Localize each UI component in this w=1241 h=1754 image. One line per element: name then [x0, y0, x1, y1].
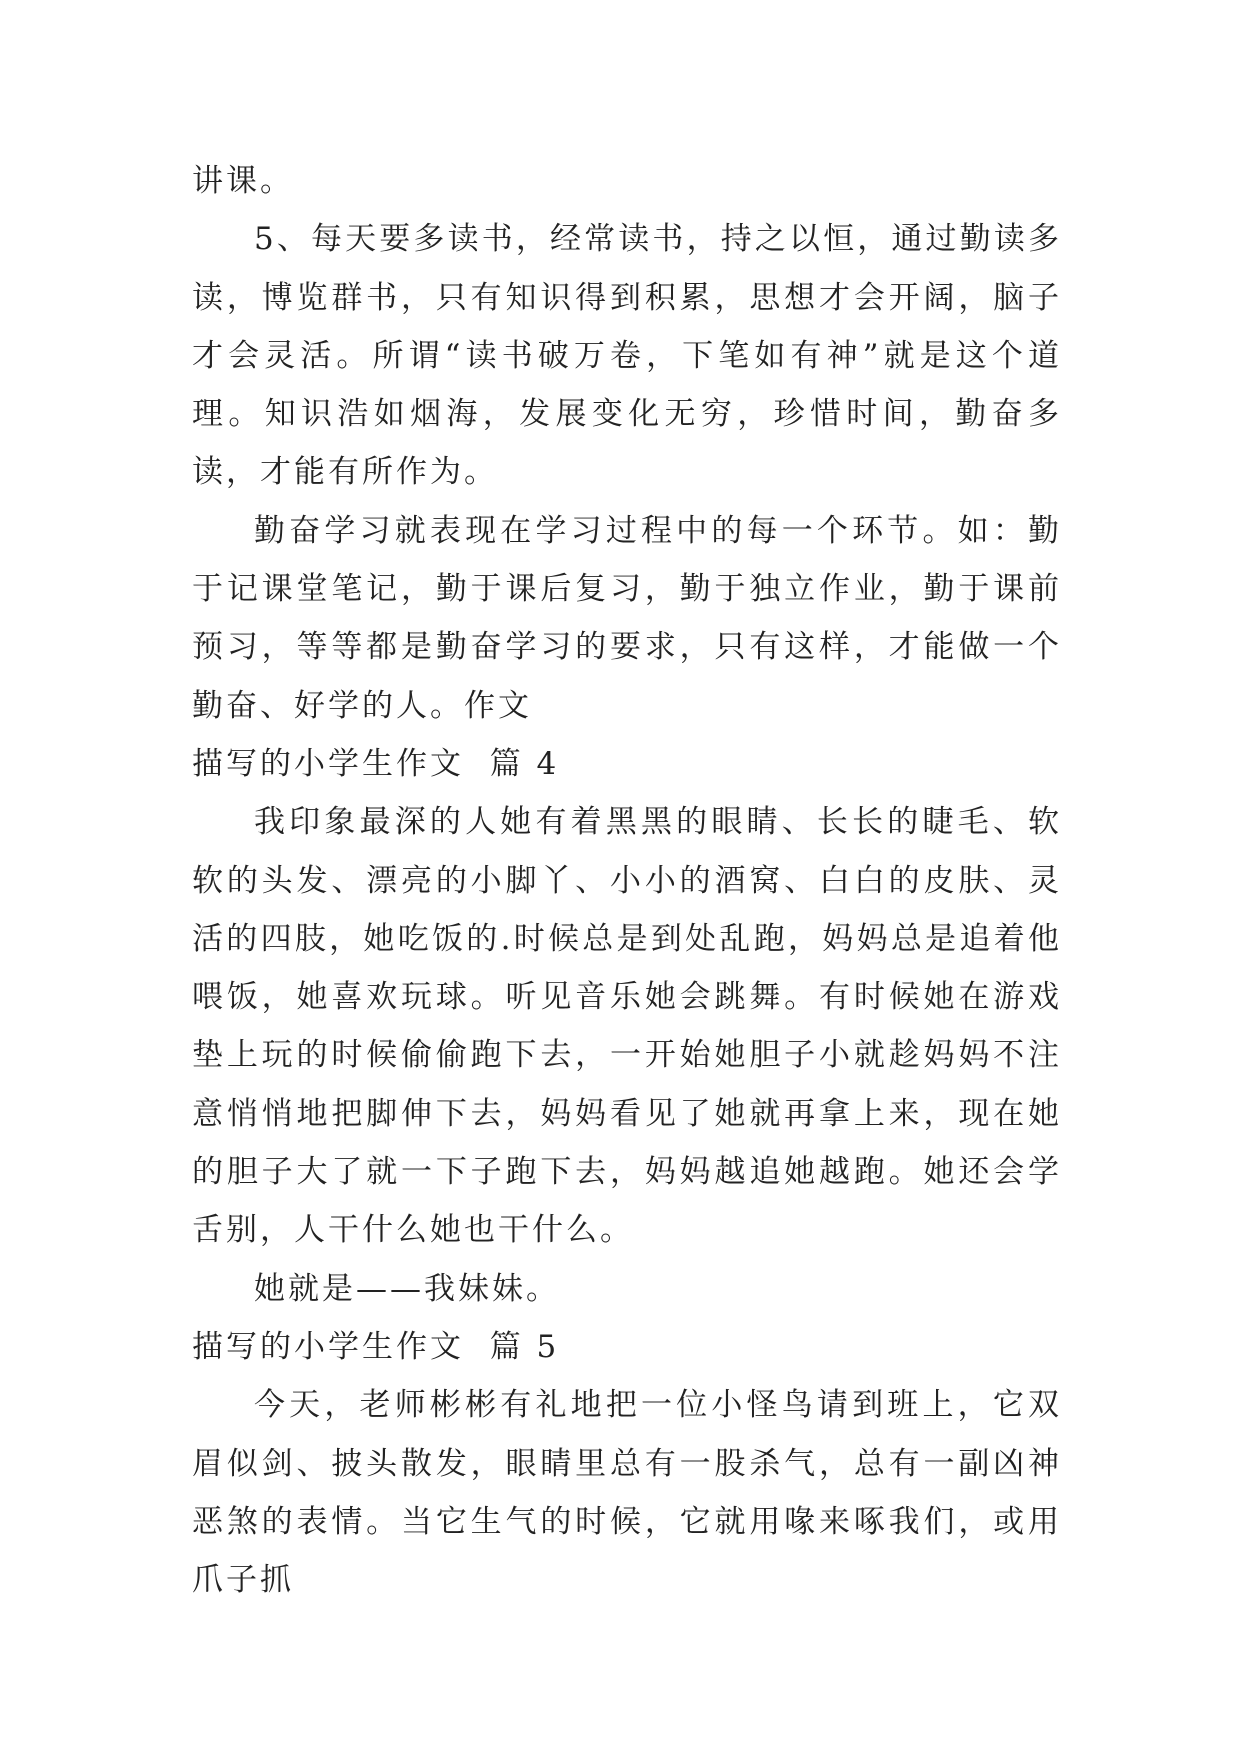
paragraph-sister-description: 我印象最深的人她有着黑黑的眼睛、长长的睫毛、软软的头发、漂亮的小脚丫、小小的酒窝、白白的皮肤、灵活的四肢，她吃饭的.时候总是到处乱跑，妈妈总是追着他喂饭，她喜欢玩球。听见音乐她会跳舞。有时候她在游戏垫上玩的时候偷偷跑下去，一开始她胆子小就趁妈妈不注意悄悄地把脚伸下去，妈妈看见了她就再拿上来，现在她的胆子大了就一下子跑下去，妈妈越追她越跑。她还会学舌别，人干什么她也干什么。: [192, 804, 1062, 1249]
paragraph-reading-advice: 5、每天要多读书，经常读书，持之以恒，通过勤读多读，博览群书，只有知识得到积累，思想才会开阔，脑子才会灵活。所谓“读书破万卷，下笔如有神”就是这个道理。知识浩如烟海，发展变化无穷，珍惜时间，勤奋多读，才能有所作为。: [192, 221, 1062, 491]
paragraph-diligent-study: 勤奋学习就表现在学习过程中的每一个环节。如：勤于记课堂笔记，勤于课后复习，勤于独立作业，勤于课前预习，等等都是勤奋学习的要求，只有这样，才能做一个勤奋、好学的人。作文: [192, 512, 1062, 724]
paragraph-sister-reveal: 她就是——我妹妹。: [254, 1270, 560, 1307]
section-heading-part-4: 描写的小学生作文 篇 4: [192, 745, 560, 782]
document-body: [192, 152, 1062, 1609]
paragraph-strange-bird: 今天，老师彬彬有礼地把一位小怪鸟请到班上，它双眉似剑、披头散发，眼睛里总有一股杀气，总有一副凶神恶煞的表情。当它生气的时候，它就用喙来啄我们，或用爪子抓: [192, 1387, 1062, 1599]
section-heading-part-5: 描写的小学生作文 篇 5: [192, 1328, 560, 1365]
paragraph-closing-fragment: 讲课。: [192, 163, 294, 199]
